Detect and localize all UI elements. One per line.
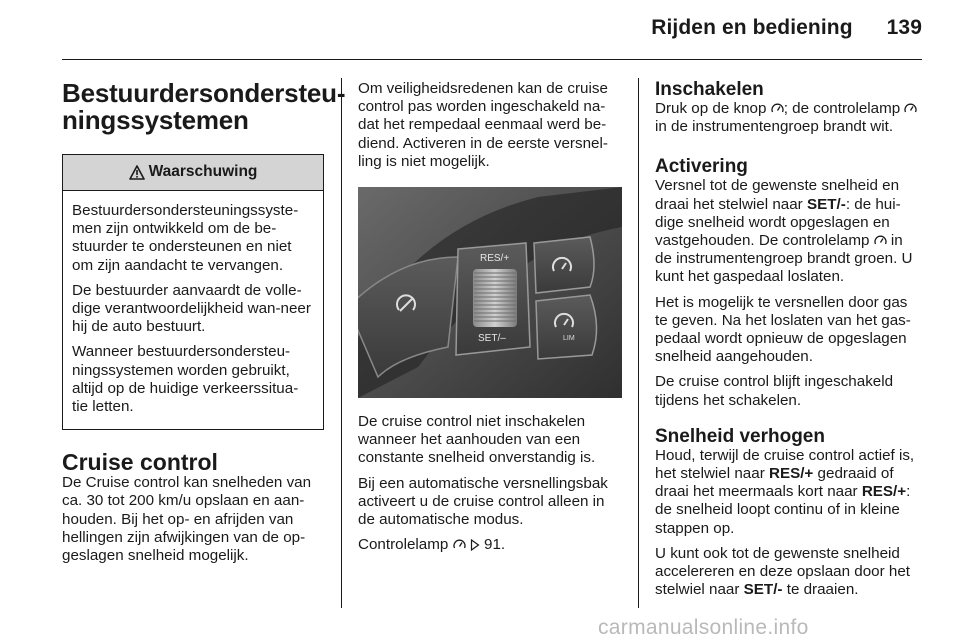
warning-paragraph: Bestuurdersondersteuningssyste-men zijn ontwikkeld om de be-stuurder te ondersteunen en niet om zijn aandacht te vervangen. [72,202,299,274]
steering-wheel-controls-image [358,187,622,398]
header-title: Rijden en bediening [651,16,853,39]
page-number: 139 [886,16,922,39]
thumbwheel [473,269,517,327]
cruise-control-lamp-icon [453,539,466,551]
column-1 [62,78,346,608]
verhogen-title: Snelheid verhogen [655,425,825,447]
warning-header: Waarschuwing [63,155,323,191]
cruise-control-lamp-icon [904,103,917,115]
set-label: SET/– [478,333,506,345]
column-divider-2 [638,78,639,608]
warning-paragraph: De bestuurder aanvaardt de volle-dige verantwoordelijkheid wan-neer hij de auto bestuurt. [72,281,311,336]
inschakelen-title: Inschakelen [655,79,764,100]
warning-body [63,191,323,429]
verhogen-paragraph: Houd, terwijl de cruise control actief is, het stelwiel naar RES/+ gedraaid of draai het meermaals kort naar RES/+: de snelheid loopt continu of in kleine stappen op. [655,446,915,537]
res-label: RES/+ [480,253,510,265]
cruise-control-intro: De Cruise control kan snelheden van ca. 30 tot 200 km/u opslaan en aan-houden. Bij het op- en afrijden van hellingen zijn afwijkingen van de op-geslagen snelheid mogelijk. [62,474,312,565]
cruise-control-lamp-icon [874,235,887,247]
warning-paragraph: Wanneer bestuurdersondersteu-ningssystemen worden gebruikt, altijd op de huidige verkeerssitua-tie letten. [72,343,299,416]
cruise-control-button-icon [771,103,784,115]
activering-title: Activering [655,156,748,178]
automatic-gearbox-paragraph: Bij een automatische versnellingsbak activeert u de cruise control alleen in de automatische modus. [358,474,608,529]
safety-paragraph: Om veiligheidsredenen kan de cruise control pas worden ingeschakeld na-dat het rempedaal eenmaal werd be-diend. Activeren in de eerste versnel-ling is niet mogelijk. [358,80,608,170]
shifting-paragraph: De cruise control blijft ingeschakeld tijdens het schakelen. [655,373,894,409]
column-3 [655,80,923,608]
not-engage-paragraph: De cruise control niet inschakelen wanneer het aanhouden van een constante snelheid onverstandig is. [358,413,596,467]
verhogen-paragraph-2: U kunt ook tot de gewenste snelheid accelereren en deze opslaan door het stelwiel naar SET/- te draaien. [655,544,910,599]
lim-label: LIM [563,335,575,343]
activering-paragraph: Versnel tot de gewenste snelheid en draai het stelwiel naar SET/-: de hui-dige snelheid wordt opgeslagen en vastgehouden. De controlelamp in de instrumentengroep brandt groen. U kunt het gaspedaal loslaten. [655,177,913,286]
cruise-control-title: Cruise control [62,449,218,476]
page-reference-arrow-icon [470,539,480,551]
column-divider-1 [341,78,342,608]
warning-box [62,154,324,430]
page-header [651,16,922,40]
warning-triangle-icon [129,165,145,180]
section-title: Bestuurdersondersteu- ningssystemen [62,78,346,135]
watermark: carmanualsonline.info [598,616,809,639]
column-2 [358,80,622,608]
accelerate-paragraph: Het is mogelijk te versnellen door gas te geven. Na het loslaten van het gas-pedaal wordt opnieuw de opgeslagen snelheid aangehouden. [655,293,911,366]
header-rule [62,59,922,60]
inschakelen-paragraph: Druk op de knop ; de controlelamp in de instrumentengroep brandt wit. [655,100,923,136]
control-lamp-reference: Controlelamp 91. [358,536,506,554]
